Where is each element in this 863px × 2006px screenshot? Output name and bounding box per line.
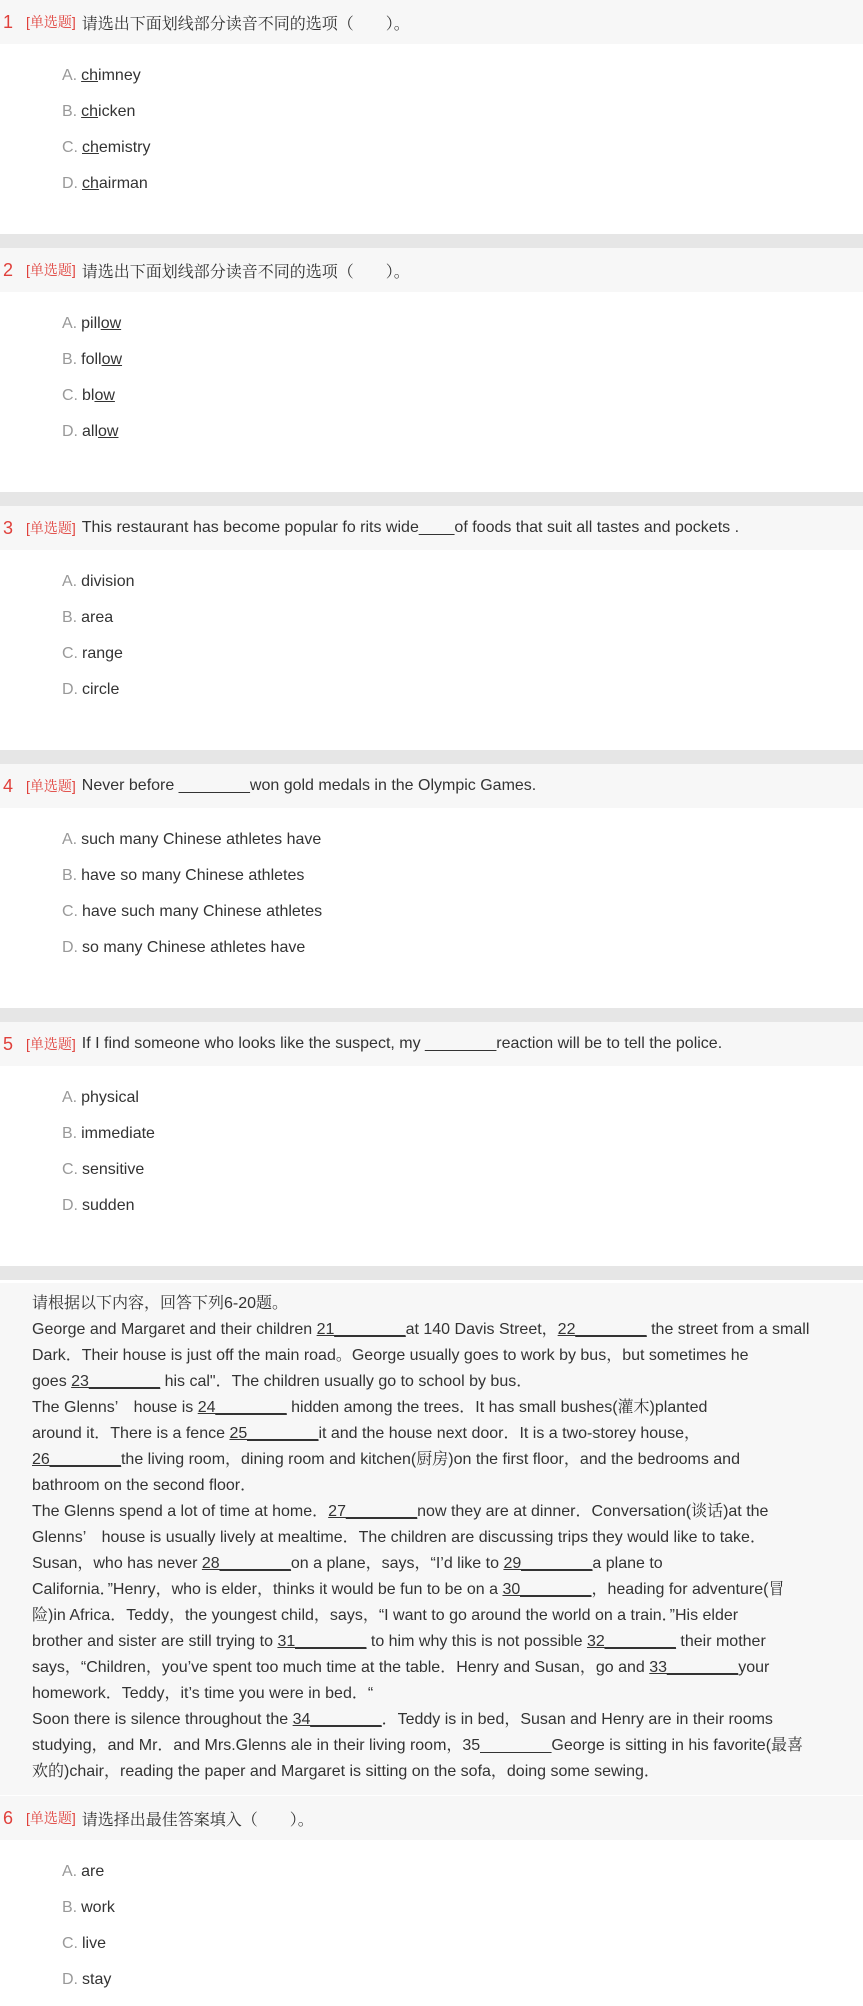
passage-text: on a plane，says，“I’d like to	[290, 1555, 504, 1572]
question-type-badge: [单选题]	[26, 1810, 76, 1826]
blank-number: 23________	[71, 1373, 161, 1390]
passage-line	[32, 1603, 863, 1629]
passage-line	[32, 1395, 863, 1421]
blank-number: 26________	[32, 1451, 121, 1468]
option-letter: A.	[62, 1863, 78, 1880]
option-list	[0, 292, 863, 450]
option-text: work	[81, 1899, 115, 1916]
question-number: 3	[3, 517, 14, 538]
answer-option[interactable]	[0, 636, 863, 672]
question-number: 4	[3, 775, 14, 796]
option-letter: D.	[62, 423, 78, 440]
option-text: follow	[81, 351, 123, 368]
question-header	[0, 506, 863, 550]
option-letter: C.	[62, 903, 78, 920]
option-text: division	[81, 573, 135, 590]
question-type-badge: [单选题]	[26, 520, 76, 536]
passage-text: brother and sister are still trying to	[32, 1633, 278, 1650]
passage-text: hidden among the trees．It has small bushes(灌木)planted	[286, 1399, 708, 1416]
separator	[0, 492, 863, 506]
option-text: allow	[82, 423, 119, 440]
passage-text: The Glenns’ house is	[32, 1399, 198, 1416]
question-type-badge: [单选题]	[26, 262, 76, 278]
option-text: have so many Chinese athletes	[81, 867, 305, 884]
option-text: chicken	[81, 103, 136, 120]
underlined-part: ch	[81, 103, 99, 120]
option-letter: C.	[62, 139, 78, 156]
passage-text: 险)in Africa．Teddy，the youngest child，says，“I want to go around the world on a train．”His elder	[32, 1607, 739, 1624]
blank-number: 34________	[292, 1711, 382, 1728]
separator	[0, 1008, 863, 1022]
question-header	[0, 1796, 863, 1840]
question-type-badge: [单选题]	[26, 778, 76, 794]
answer-option[interactable]	[0, 1152, 863, 1188]
passage-line	[32, 1421, 863, 1447]
answer-option[interactable]	[0, 378, 863, 414]
answer-option[interactable]	[0, 1188, 863, 1224]
passage-line	[32, 1577, 863, 1603]
blank-number: 24________	[197, 1399, 287, 1416]
passage-text: at 140 Davis Street，	[405, 1321, 558, 1338]
answer-option[interactable]	[0, 858, 863, 894]
passage-text: Dark．Their house is just off the main road。George usually goes to work by bus，but sometimes he	[32, 1347, 749, 1364]
underlined-part: ow	[94, 387, 115, 404]
question-number: 5	[3, 1033, 14, 1054]
passage-text: bathroom on the second floor．	[32, 1477, 257, 1494]
passage-text: Susan，who has never	[32, 1555, 202, 1572]
option-list	[0, 1840, 863, 1998]
blank-number: 25________	[229, 1425, 319, 1442]
option-text: sensitive	[82, 1161, 145, 1178]
option-text: immediate	[81, 1125, 155, 1142]
separator	[0, 1266, 863, 1280]
passage-line	[32, 1551, 863, 1577]
answer-option[interactable]	[0, 130, 863, 166]
passage-text: to him why this is not possible	[366, 1633, 587, 1650]
question-4	[0, 764, 863, 966]
question-number: 2	[3, 259, 14, 280]
blank-number: 31________	[277, 1633, 367, 1650]
passage-text: studying，and Mr．and Mrs.Glenns ale in their living room，35________George is sitting in his favorite(最喜	[32, 1737, 804, 1754]
passage-text: his cal"．The children usually go to school by bus．	[160, 1373, 533, 1390]
passage-line	[32, 1499, 863, 1525]
passage-text: the living room，dining room and kitchen(厨房)on the first floor，and the bedrooms and	[120, 1451, 740, 1468]
passage-text: Soon there is silence throughout the	[32, 1711, 293, 1728]
answer-option[interactable]	[0, 58, 863, 94]
blank-number: 32________	[586, 1633, 676, 1650]
passage-text: their mother	[675, 1633, 766, 1650]
passage-line	[32, 1317, 863, 1343]
option-letter: B.	[62, 351, 78, 368]
answer-option[interactable]	[0, 894, 863, 930]
underlined-part: ow	[100, 315, 122, 332]
passage-text: California．”Henry，who is elder，thinks it would be fun to be on a	[32, 1581, 503, 1598]
option-text: range	[82, 645, 123, 662]
question-stem: 请选出下面划线部分读音不同的选项（ ）。	[81, 263, 410, 281]
option-letter: D.	[62, 1197, 78, 1214]
blank-number: 29________	[503, 1555, 593, 1572]
passage-text: ．Teddy is in bed，Susan and Henry are in their rooms	[381, 1711, 773, 1728]
blank-number: 22________	[557, 1321, 647, 1338]
answer-option[interactable]	[0, 1926, 863, 1962]
passage-line	[32, 1525, 863, 1551]
passage-line	[32, 1369, 863, 1395]
question-2	[0, 248, 863, 450]
passage-line	[32, 1343, 863, 1369]
option-letter: B.	[62, 609, 78, 626]
answer-option[interactable]	[0, 564, 863, 600]
question-header	[0, 1022, 863, 1066]
separator	[0, 750, 863, 764]
option-text: live	[82, 1935, 107, 1952]
option-text: blow	[82, 387, 115, 404]
option-text: are	[81, 1863, 105, 1880]
question-6	[0, 1796, 863, 1998]
option-letter: B.	[62, 867, 78, 884]
option-text: area	[81, 609, 114, 626]
passage-text: says，“Children，you’ve spent too much time at the table．Henry and Susan，go and	[32, 1659, 650, 1676]
passage-line	[32, 1733, 863, 1759]
question-header	[0, 248, 863, 292]
question-stem: 请选出下面划线部分读音不同的选项（ ）。	[81, 15, 410, 33]
passage-line	[32, 1759, 863, 1785]
passage-line	[32, 1473, 863, 1499]
question-3	[0, 506, 863, 708]
option-text: sudden	[82, 1197, 135, 1214]
option-text: chairman	[82, 175, 148, 192]
answer-option[interactable]	[0, 822, 863, 858]
option-letter: B.	[62, 103, 78, 120]
option-list	[0, 808, 863, 966]
answer-option[interactable]	[0, 1962, 863, 1998]
passage-line	[32, 1629, 863, 1655]
passage-text: it and the house next door．It is a two-storey house，	[318, 1425, 700, 1442]
option-list	[0, 44, 863, 202]
option-letter: A.	[62, 831, 78, 848]
question-header	[0, 764, 863, 808]
underlined-part: ch	[81, 67, 99, 84]
option-letter: C.	[62, 645, 78, 662]
answer-option[interactable]	[0, 306, 863, 342]
question-type-badge: [单选题]	[26, 1036, 76, 1052]
option-text: so many Chinese athletes have	[82, 939, 306, 956]
passage-body	[32, 1317, 863, 1785]
passage-text: around it．There is a fence	[32, 1425, 230, 1442]
question-header	[0, 0, 863, 44]
answer-option[interactable]	[0, 414, 863, 450]
passage-text: a plane to	[592, 1555, 663, 1572]
passage-text: The Glenns spend a lot of time at home．	[32, 1503, 329, 1520]
underlined-part: ch	[82, 139, 99, 156]
question-number: 1	[3, 11, 14, 32]
option-text: physical	[81, 1089, 139, 1106]
passage-text: George and Margaret and their children	[32, 1321, 317, 1338]
passage-text: now they are at dinner．Conversation(谈话)at the	[417, 1503, 769, 1520]
blank-number: 33________	[649, 1659, 739, 1676]
answer-option[interactable]	[0, 1116, 863, 1152]
passage-line	[32, 1681, 863, 1707]
option-letter: C.	[62, 387, 78, 404]
underlined-part: ow	[98, 423, 119, 440]
passage-text: 欢的)chair，reading the paper and Margaret is sitting on the sofa，doing some sewing．	[32, 1763, 660, 1780]
answer-option[interactable]	[0, 342, 863, 378]
question-stem: 请选择出最佳答案填入（ ）。	[81, 1811, 314, 1829]
question-stem: This restaurant has become popular fo rits wide____of foods that suit all tastes and pockets .	[81, 519, 740, 536]
passage-line	[32, 1447, 863, 1473]
passage-text: ，heading for adventure(冒	[591, 1581, 785, 1598]
passage-text: your	[738, 1659, 770, 1676]
option-letter: A.	[62, 1089, 78, 1106]
answer-option[interactable]	[0, 1080, 863, 1116]
option-list	[0, 1066, 863, 1224]
passage-line	[32, 1707, 863, 1733]
answer-option[interactable]	[0, 166, 863, 202]
blank-number: 21________	[316, 1321, 406, 1338]
answer-option[interactable]	[0, 1890, 863, 1926]
passage-line	[32, 1655, 863, 1681]
question-stem: Never before ________won gold medals in the Olympic Games.	[81, 777, 537, 794]
question-5	[0, 1022, 863, 1224]
option-letter: A.	[62, 315, 78, 332]
underlined-part: ch	[82, 175, 99, 192]
question-1	[0, 0, 863, 202]
option-text: such many Chinese athletes have	[81, 831, 322, 848]
option-letter: C.	[62, 1935, 78, 1952]
option-text: stay	[82, 1971, 112, 1988]
reading-passage	[0, 1283, 863, 1795]
passage-text: Glenns’ house is usually lively at mealtime．The children are discussing trips they would like to take．	[32, 1529, 766, 1546]
blank-number: 30________	[502, 1581, 592, 1598]
passage-intro: 请根据以下内容，回答下列6-20题。	[32, 1295, 289, 1312]
option-text: have such many Chinese athletes	[82, 903, 323, 920]
question-number: 6	[3, 1807, 14, 1828]
option-letter: D.	[62, 681, 78, 698]
answer-option[interactable]	[0, 1854, 863, 1890]
answer-option[interactable]	[0, 94, 863, 130]
option-text: chimney	[81, 67, 141, 84]
separator	[0, 234, 863, 248]
passage-text: the street from a small	[646, 1321, 810, 1338]
underlined-part: ow	[101, 351, 123, 368]
option-letter: A.	[62, 573, 78, 590]
option-letter: D.	[62, 175, 78, 192]
question-type-badge: [单选题]	[26, 14, 76, 30]
answer-option[interactable]	[0, 672, 863, 708]
answer-option[interactable]	[0, 930, 863, 966]
passage-text: homework．Teddy，it’s time you were in bed．“	[32, 1685, 374, 1702]
option-list	[0, 550, 863, 708]
option-letter: B.	[62, 1125, 78, 1142]
answer-option[interactable]	[0, 600, 863, 636]
question-stem: If I find someone who looks like the suspect, my ________reaction will be to tell the police.	[81, 1035, 723, 1052]
option-letter: D.	[62, 939, 78, 956]
option-letter: D.	[62, 1971, 78, 1988]
option-text: circle	[82, 681, 120, 698]
option-text: chemistry	[82, 139, 151, 156]
option-text: pillow	[81, 315, 122, 332]
option-letter: A.	[62, 67, 78, 84]
option-letter: C.	[62, 1161, 78, 1178]
blank-number: 27________	[328, 1503, 418, 1520]
blank-number: 28________	[201, 1555, 291, 1572]
passage-text: goes	[32, 1373, 72, 1390]
option-letter: B.	[62, 1899, 78, 1916]
